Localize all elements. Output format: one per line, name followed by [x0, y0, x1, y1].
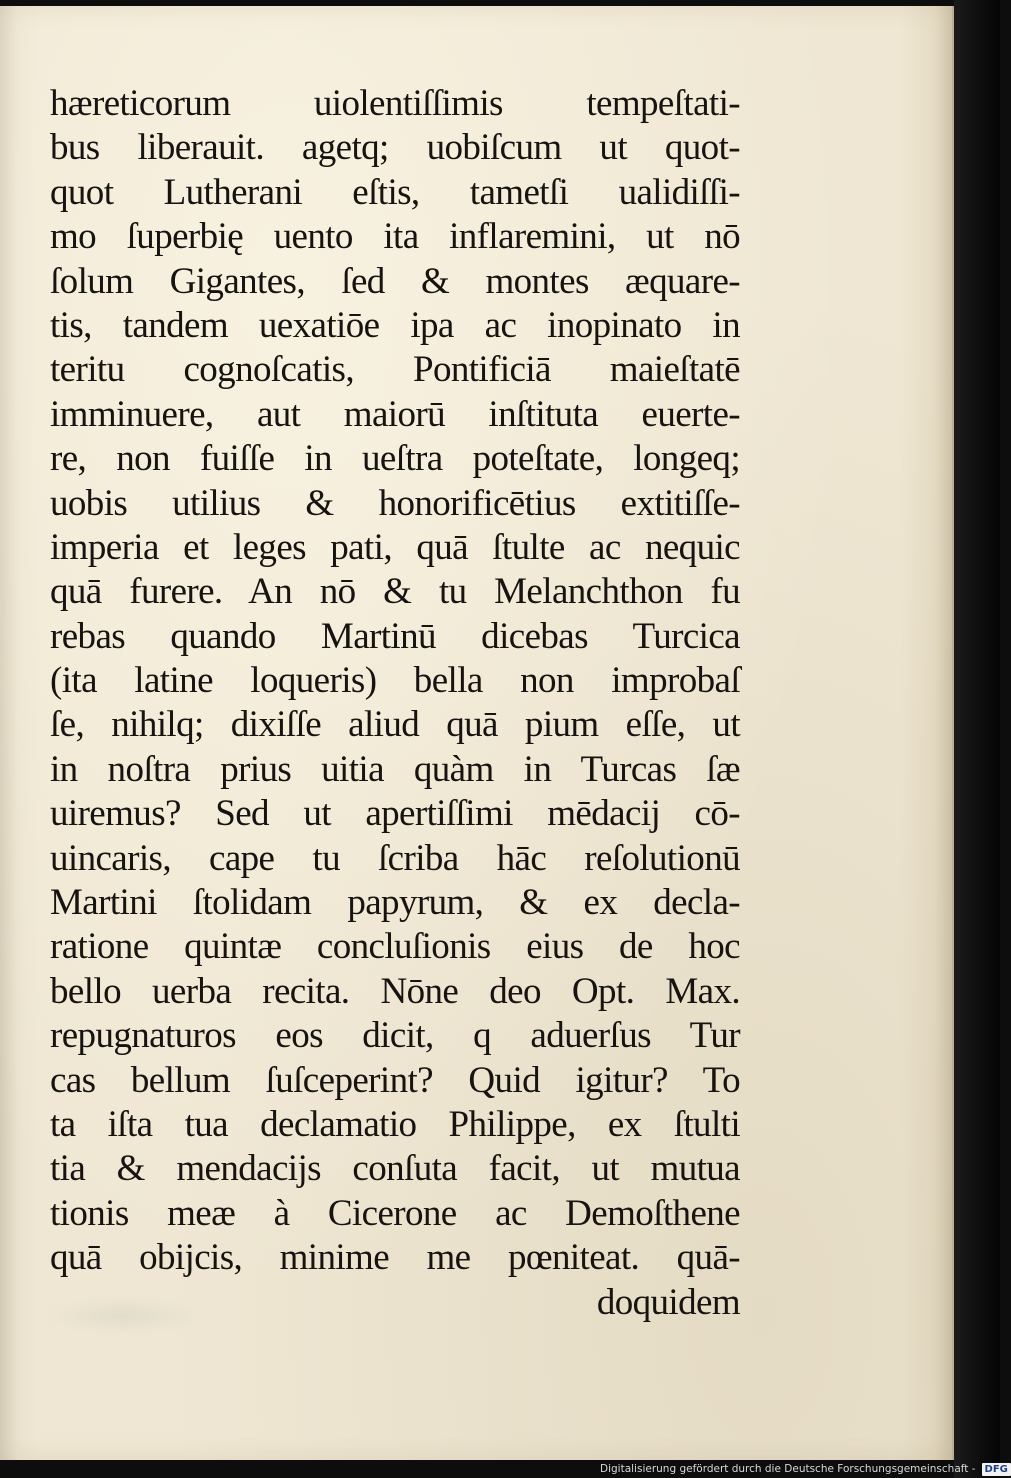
text-line: uincaris, cape tu ſcriba hāc reſolutionū — [50, 837, 740, 879]
text-line: quā furere. An nō & tu Melanchthon fu — [50, 571, 740, 613]
text-line: re, non fuiſſe in ueſtra poteſtate, longeq; — [50, 438, 740, 480]
text-line: imminuere, aut maiorū inſtituta euerte- — [50, 393, 740, 435]
digitization-credit — [600, 1460, 1011, 1478]
text-line: ſe, nihilq; dixiſſe aliud quā pium eſſe, ut — [50, 704, 740, 746]
text-line: uiremus? Sed ut apertiſſimi mēdacij cō- — [50, 793, 740, 835]
text-line: bello uerba recita. Nōne deo Opt. Max. — [50, 970, 740, 1012]
credit-text: Digitalisierung gefördert durch die Deutsche Forschungsgemeinschaft - — [600, 1463, 976, 1475]
text-line: ta iſta tua declamatio Philippe, ex ſtulti — [50, 1103, 740, 1145]
book-page — [0, 6, 954, 1460]
text-line: rebas quando Martinū dicebas Turcica — [50, 615, 740, 657]
text-line: repugnaturos eos dicit, q aduerſus Tur — [50, 1015, 740, 1057]
text-line: hæreticorum uiolentiſſimis tempeſtati- — [50, 83, 740, 124]
dfg-logo-icon: DFG — [982, 1463, 1011, 1476]
text-line: mo ſuperbię uento ita inflaremini, ut nō — [50, 216, 740, 258]
page-text-block — [50, 82, 740, 1325]
text-line: in noſtra prius uitia quàm in Turcas ſæ — [50, 748, 740, 790]
text-line: tis, tandem uexatiōe ipa ac inopinato in — [50, 304, 740, 346]
text-line: quot Lutherani eſtis, tametſi ualidiſſi- — [50, 171, 740, 213]
text-line: imperia et leges pati, quā ſtulte ac nequic — [50, 526, 740, 568]
text-line: quā obijcis, minime me pœniteat. quā- — [50, 1237, 740, 1279]
text-line: ſolum Gigantes, ſed & montes æquare- — [50, 260, 740, 302]
text-line: (ita latine loqueris) bella non improbaſ — [50, 660, 740, 702]
scan-dark-margin — [954, 0, 1000, 1478]
text-line: uobis utilius & honorificētius extitiſſe- — [50, 482, 740, 524]
text-line: teritu cognoſcatis, Pontificiā maieſtatē — [50, 349, 740, 391]
text-line: tionis meæ à Cicerone ac Demoſthene — [50, 1192, 740, 1234]
text-line: cas bellum ſuſceperint? Quid igitur? To — [50, 1059, 740, 1101]
catchword: doquidem — [596, 1281, 740, 1323]
text-line: ratione quintæ concluſionis eius de hoc — [50, 926, 740, 968]
text-line: Martini ſtolidam papyrum, & ex decla- — [50, 882, 740, 924]
text-line: tia & mendacijs conſuta facit, ut mutua — [50, 1148, 740, 1190]
text-line: bus liberauit. agetq; uobiſcum ut quot- — [50, 127, 740, 169]
